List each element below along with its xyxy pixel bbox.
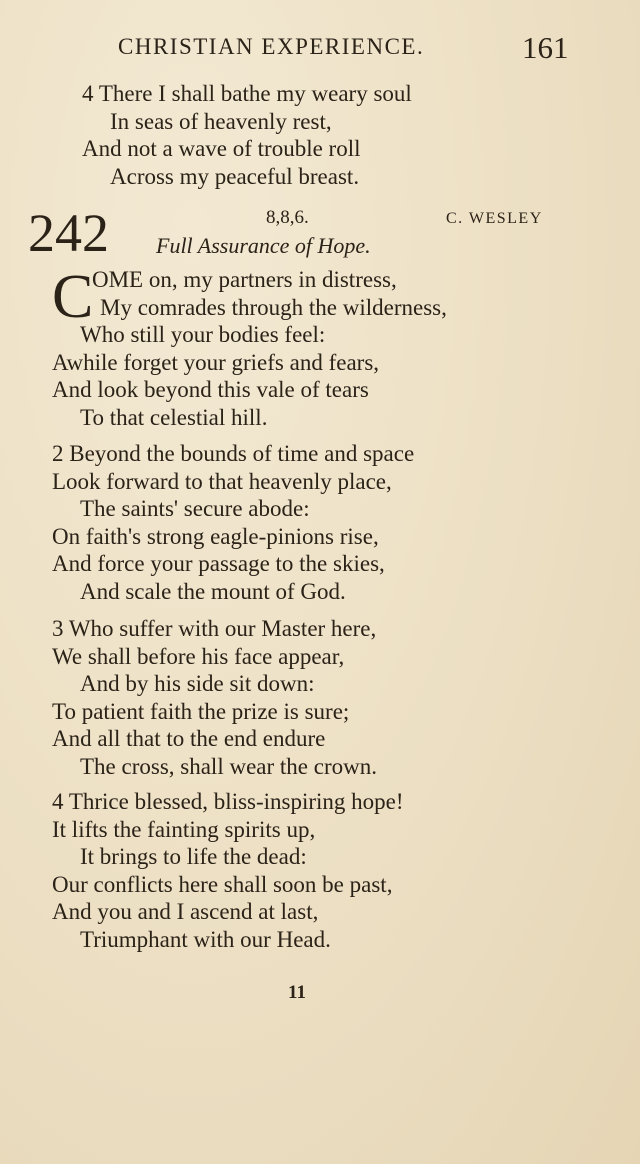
verse-line: 4 There I shall bathe my weary soul	[82, 81, 412, 106]
verse-line: The saints' secure abode:	[80, 496, 310, 521]
previous-hymn-stanza	[0, 80, 640, 190]
verse-line: In seas of heavenly rest,	[110, 108, 332, 134]
verse-line: Triumphant with our Head.	[80, 926, 331, 952]
verse-line: Look forward to that heavenly place,	[52, 468, 392, 494]
verse-line: 2 Beyond the bounds of time and space	[52, 441, 415, 466]
verse-line: And by his side sit down:	[80, 671, 315, 696]
verse-line: OME on, my partners in distress,	[92, 267, 397, 292]
verse-line: Awhile forget your griefs and fears,	[52, 349, 380, 375]
drop-cap: C	[52, 263, 94, 331]
verse-line: Who still your bodies feel:	[80, 322, 326, 347]
verse-line: And not a wave of trouble roll	[82, 136, 361, 161]
verse-line: Our conflicts here shall soon be past,	[52, 871, 393, 897]
page-number: 161	[522, 30, 569, 65]
verse-line: And scale the mount of God.	[80, 578, 346, 604]
stanza-4	[0, 788, 640, 953]
stanza-3	[0, 615, 640, 780]
running-head: CHRISTIAN EXPERIENCE.	[118, 34, 425, 59]
hymn-meter: 8,8,6.	[266, 207, 309, 228]
verse-line: We shall before his face appear,	[52, 643, 345, 669]
stanza-2	[0, 440, 640, 605]
verse-line: It lifts the fainting spirits up,	[52, 816, 316, 842]
hymn-author: C. WESLEY	[446, 210, 543, 227]
verse-line: And look beyond this vale of tears	[52, 377, 369, 402]
printer-signature: 11	[288, 982, 306, 1003]
verse-line: And all that to the end endure	[52, 726, 326, 751]
verse-line: On faith's strong eagle-pinions rise,	[52, 523, 379, 549]
verse-line: The cross, shall wear the crown.	[80, 753, 377, 779]
verse-line: My comrades through the wilderness,	[100, 294, 447, 320]
verse-line: It brings to life the dead:	[80, 844, 307, 869]
verse-line: And force your passage to the skies,	[52, 551, 385, 576]
verse-line: And you and I ascend at last,	[52, 899, 319, 924]
verse-line: To that celestial hill.	[80, 404, 268, 430]
verse-line: Across my peaceful breast.	[110, 163, 360, 189]
hymn-title: Full Assurance of Hope.	[156, 233, 371, 258]
verse-line: 4 Thrice blessed, bliss-inspiring hope!	[52, 789, 404, 814]
hymn-number: 242	[28, 203, 109, 263]
verse-line: 3 Who suffer with our Master here,	[52, 616, 377, 641]
stanza-1	[0, 263, 640, 431]
verse-line: To patient faith the prize is sure;	[52, 698, 350, 724]
